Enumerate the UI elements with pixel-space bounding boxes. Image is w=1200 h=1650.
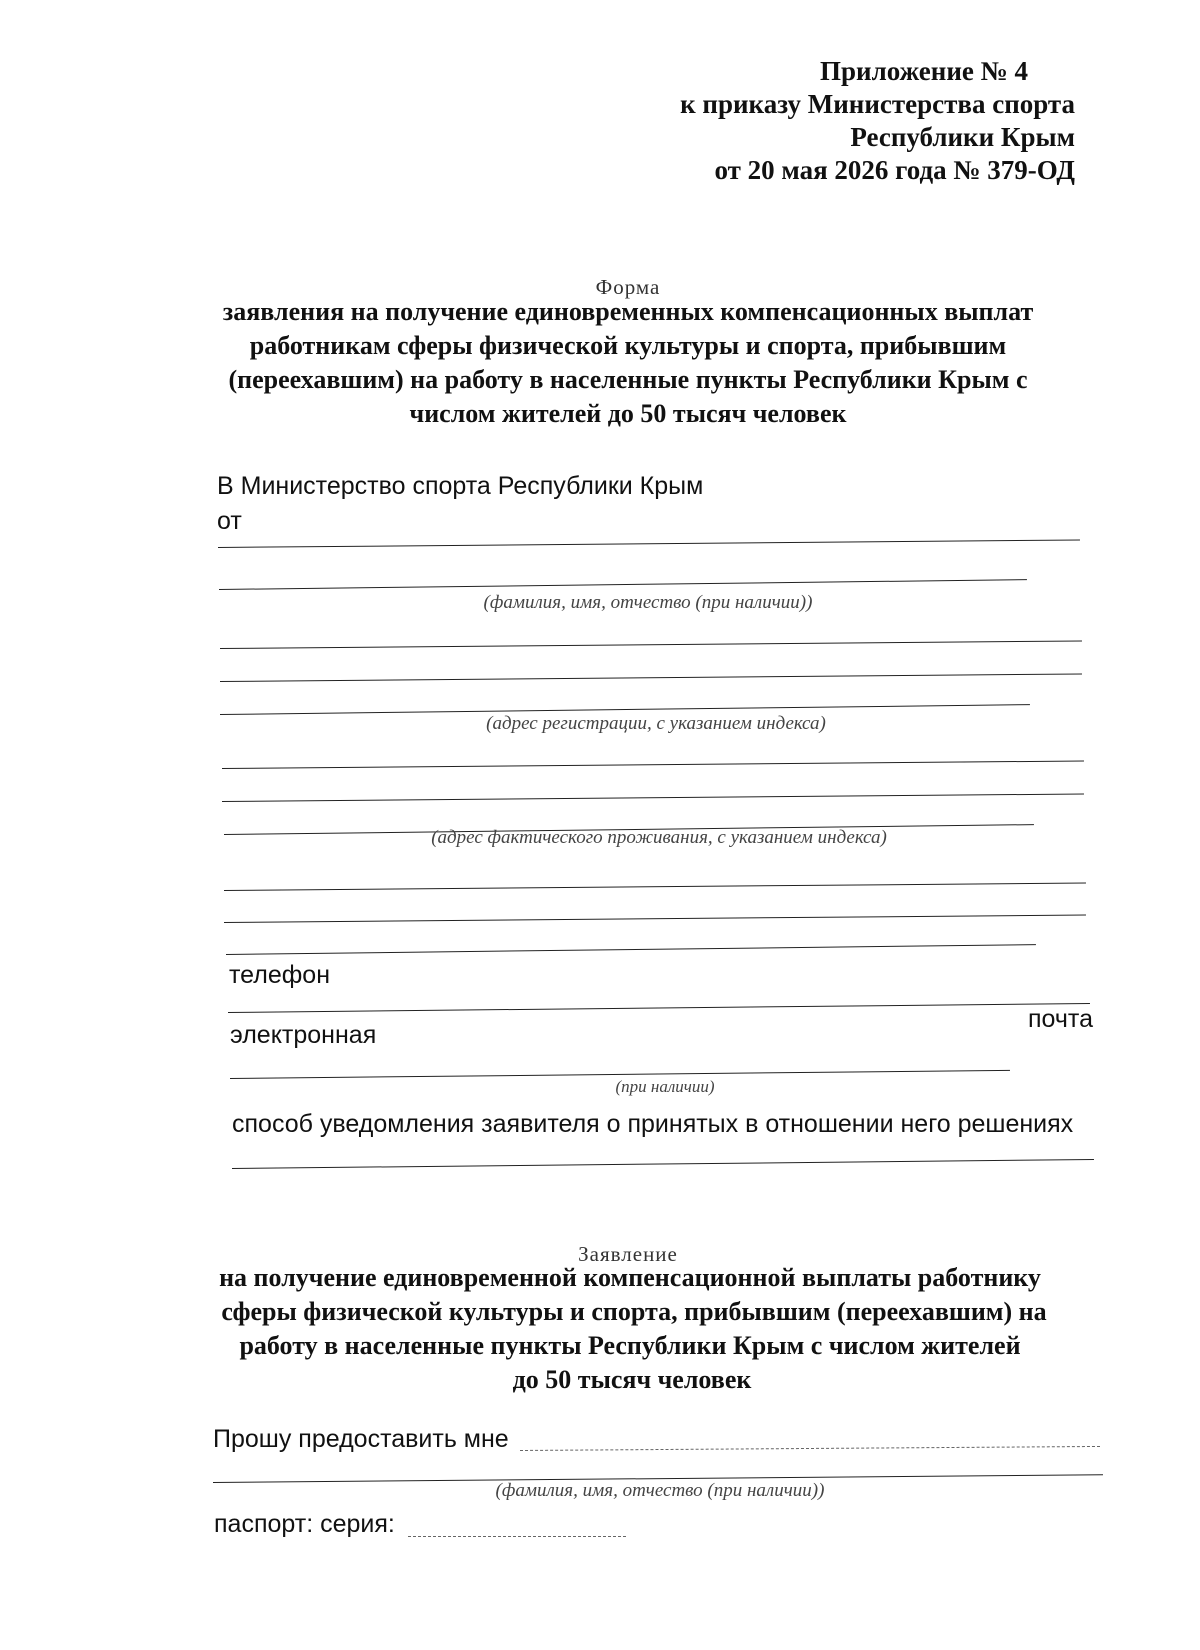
reg-address-caption: (адрес регистрации, с указанием индекса) [486, 713, 826, 734]
fio-line-2[interactable] [219, 579, 1027, 590]
email-label-left: электронная [230, 1021, 377, 1049]
form-title-line-4: числом жителей до 50 тысяч человек [409, 399, 847, 428]
fact-address-line-1[interactable] [222, 760, 1084, 769]
fio-caption: (фамилия, имя, отчество (при наличии)) [483, 592, 813, 613]
phone-label: телефон [229, 961, 331, 989]
fact-address-line-2[interactable] [222, 793, 1084, 802]
extra-line-2[interactable] [224, 914, 1086, 923]
fact-address-caption: (адрес фактического проживания, с указанием индекса) [431, 827, 887, 848]
appendix-region: Республики Крым [850, 122, 1075, 152]
appendix-date: от 20 мая 2026 года № 379-ОД [714, 155, 1075, 185]
form-title-label: Форма [595, 275, 661, 299]
addressee-from-label: от [217, 507, 242, 535]
request-name-line-1[interactable] [520, 1446, 1100, 1451]
appendix-number: Приложение № 4 [820, 56, 1028, 86]
addressee-ministry: В Министерство спорта Республики Крым [217, 472, 704, 500]
reg-address-line-2[interactable] [220, 673, 1082, 682]
notify-label: способ уведомления заявителя о принятых в отношении него решениях [232, 1110, 1074, 1138]
statement-title-line-3: работу в населенные пункты Республики Крым с числом жителей [239, 1331, 1021, 1360]
statement-title-line-2: сферы физической культуры и спорта, прибывшим (переехавшим) на [221, 1297, 1047, 1326]
reg-address-line-1[interactable] [220, 640, 1082, 649]
request-label: Прошу предоставить мне [213, 1425, 509, 1453]
notify-line[interactable] [232, 1159, 1094, 1169]
form-title-line-3: (переехавшим) на работу в населенные пункты Республики Крым с [228, 365, 1028, 394]
passport-series-line[interactable] [408, 1536, 626, 1537]
statement-title-line-1: на получение единовременной компенсационной выплаты работнику [219, 1263, 1041, 1292]
extra-line-1[interactable] [224, 882, 1086, 891]
email-caption: (при наличии) [615, 1077, 715, 1096]
extra-line-3[interactable] [226, 944, 1036, 955]
form-title-line-2: работникам сферы физической культуры и спорта, прибывшим [249, 331, 1007, 360]
form-title-line-1: заявления на получение единовременных компенсационных выплат [222, 297, 1034, 326]
appendix-order-ref: к приказу Министерства спорта [680, 89, 1075, 119]
phone-line[interactable] [228, 1003, 1090, 1013]
request-fio-caption: (фамилия, имя, отчество (при наличии)) [495, 1480, 825, 1501]
statement-title-label: Заявление [578, 1242, 678, 1266]
statement-title-line-4: до 50 тысяч человек [512, 1365, 752, 1394]
email-label-right: почта [1028, 1005, 1093, 1033]
passport-series-label: паспорт: серия: [214, 1510, 395, 1538]
fio-line-1[interactable] [218, 539, 1080, 548]
